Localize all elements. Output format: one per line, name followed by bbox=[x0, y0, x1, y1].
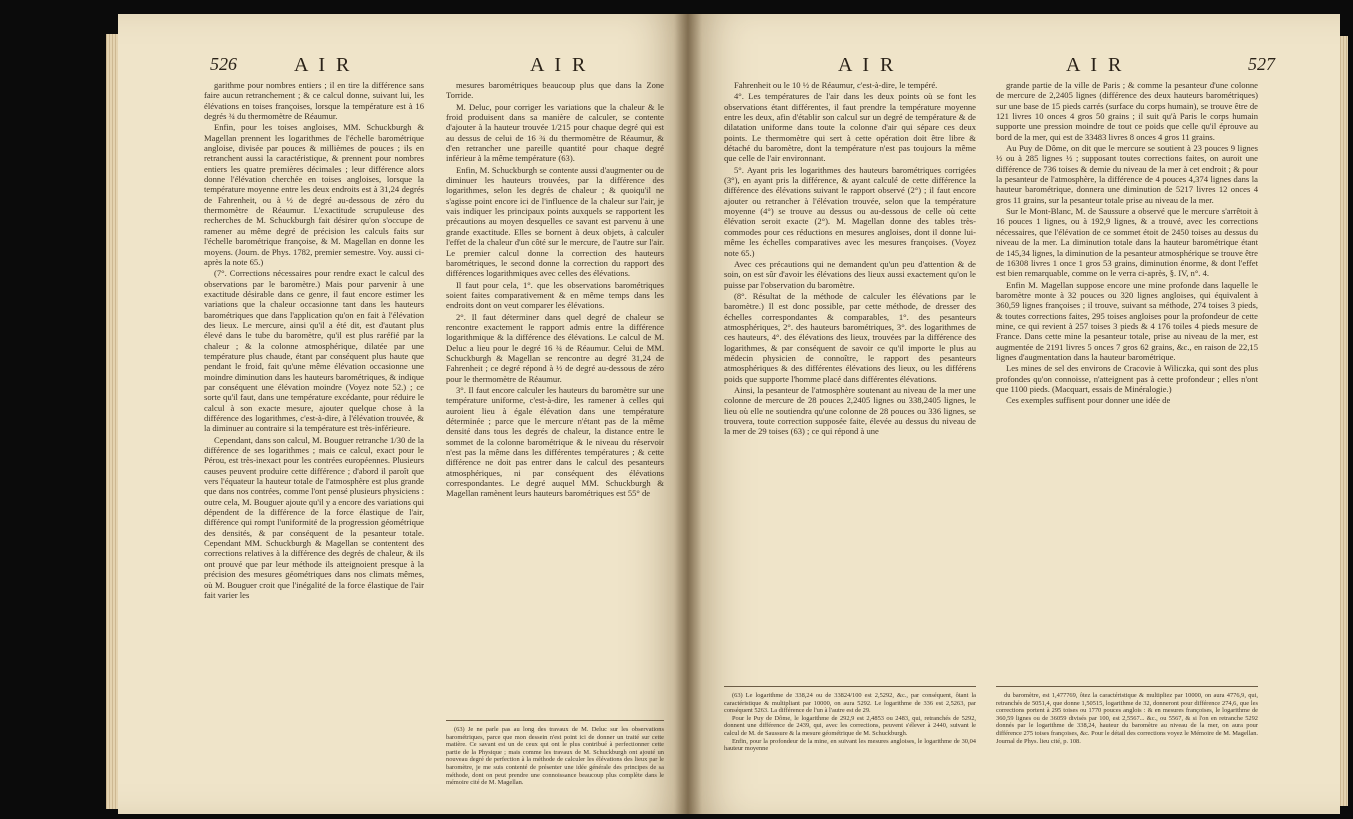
text-column-1 bbox=[724, 80, 976, 438]
footnote bbox=[724, 692, 976, 753]
right-page-header bbox=[688, 54, 1340, 78]
paragraph: 5°. Ayant pris les logarithmes des hauteurs barométriques corrigées (3°), en ayant pris la différence, & ayant calculé de cette différence la différence des élévations suivant le rapport observé (2°) ; il faut encore ajouter ou retrancher à l'élévation trouvée, selon que la température moyenne (4°) se trouve au dessus ou au-dessous de celle où cette élévation seroit exacte (2°). M. Magellan donne des tables très-commodes pour ces réductions en mesures angloises, dont il donne lui-même les échelles comparatives avec les mesures françoises. (Voyez note 65.) bbox=[724, 164, 976, 258]
paragraph: Enfin, M. Schuckburgh se contente aussi d'augmenter ou de diminuer les hauteurs trouvées, par la différence des logarithmes, selon les degrés de chaleur ; & quoiqu'il ne s'agisse point encore ici de l'influence de la chaleur sur l'air, je vais indiquer les principaux points auxquels se rapportent les précautions au moyen desquelles ce savant est parvenu à une grande exactitude. Elles se bornent à deux objets, à calculer l'effet de la chaleur d'un côté sur le mercure, de l'autre sur l'air. Le premier calcul donne la correction des hauteurs barométriques, le second donne la correction du rapport des différences logarithmiques avec celles des élévations. bbox=[446, 164, 664, 279]
paragraph: 2°. Il faut déterminer dans quel degré de chaleur se rencontre exactement le rapport admis entre la différence logarithmique & la différence des élévations. Le calcul de M. Deluc a lieu pour le degré 16 ¾ de Réaumur. Celui de MM. Schuckburgh & Magellan se rencontre au degré 31,24 de Fahrenheit ; ce degré répond à ½ de degré au-dessous de zéro pour le thermomètre de Réaumur. bbox=[446, 311, 664, 384]
paragraph: Les mines de sel des environs de Cracovie à Wiliczka, qui sont des plus profondes qu'on connoisse, n'atteignent pas à cette profondeur ; elles n'ont que 1100 pieds. (Macquart, essais de Minéralogie.) bbox=[996, 363, 1258, 394]
footnote-rule bbox=[724, 686, 976, 687]
paragraph: (8°. Résultat de la méthode de calculer les élévations par le baromètre.) Il est donc possible, par cette méthode, de dresser des échelles correspondantes & comparables, 1°. des pesanteurs atmosphériques, 2°. des hauteurs barométriques, 3°. des logarithmes de ces hauteurs, 4°. des élévations des lieux, trouvées par la différence des logarithmes, & par conséquent de savoir ce qu'il importe le plus au médecin physicien de connoître, le rapport des pesanteurs atmosphériques & des différentes élévations des lieux, ou les différens poids que supporte l'homme placé dans différentes élévations. bbox=[724, 290, 976, 384]
paragraph: Enfin M. Magellan suppose encore une mine profonde dans laquelle le baromètre monte à 32 pouces ou 320 lignes angloises, qui équivalent à 360,59 lignes françoises ; il trouve, suivant sa méthode, 274 toises 3 pieds, & toutes corrections faites, 295 toises angloises pour la profondeur de cette mine, ce qui revient à 257 toises 3 pieds & 4 176 toiles 4 pieds mesure de France. Dans cette mine la pesanteur totale, prise au niveau de la mer, est augmentée de 2191 livres 5 onces 7 gros 62 grains, &c., en raison de 22,15 lignes d'augmentation dans la hauteur barométrique. bbox=[996, 279, 1258, 362]
paragraph: grande partie de la ville de Paris ; & comme la pesanteur d'une colonne de mercure de 2,2405 lignes (différence des deux hauteurs barométriques) sur une base de 15 pieds carrés (surface du corps humain), se trouve être de 121 livres 10 onces 4 gros 50 grains ; il suit qu'à Paris le corps humain supporte une pression moindre de tout ce poids que celle qu'il éprouve au bord de la mer, qui est de 33483 livres 8 onces 4 gros 11 grains. bbox=[996, 80, 1258, 142]
footnote-text: Enfin, pour la profondeur de la mine, en suivant les mesures angloises, le logarithme de 30,04 hauteur moyenne bbox=[724, 737, 976, 753]
paragraph: Ces exemples suffisent pour donner une idée de bbox=[1006, 395, 1171, 406]
book-gutter bbox=[674, 14, 702, 814]
page-number: 526 bbox=[210, 54, 237, 74]
footnote bbox=[996, 692, 1258, 745]
paragraph: Enfin, pour les toises angloises, MM. Schuckburgh & Magellan prennent les logarithmes de l'échelle barométrique angloise, divisée par pouces & millièmes de pouces ; ils en retranchent aussi la caractéristique, & prennent pour nombres entiers les quatre premières décimales ; leur différence alors donne l'élévation cherchée en toises angloises, lorsque la température moyenne entre les deux endroits est à 31,24 degrés de Fahrenheit, ou à ½ de degré au-dessous de zéro du thermomètre de Réaumur. L'exactitude scrupuleuse des recherches de M. Schuckburgh fait désirer qu'on s'occupe de ramener au même degré de précision les calculs faits sur l'échelle barométrique françoise, & M. Magellan en donne les moyens. (Journ. de Phys. 1782, premier semestre. Voy. aussi ci-après la note 65.) bbox=[204, 122, 424, 267]
paragraph: Avec ces précautions qui ne demandent qu'un peu d'attention & de soin, on est sûr d'avoir les élévations des lieux aussi exactement qu'on le puisse par l'observation du baromètre. bbox=[724, 258, 976, 290]
running-head: A I R bbox=[1066, 54, 1125, 76]
paragraph: M. Deluc, pour corriger les variations que la chaleur & le froid produisent dans sa manière de calculer, se contente d'ajouter à la hauteur trouvée 1/215 pour chaque degré qui est au dessus de celui de 16 ¾ du thermomètre de Réaumur, & d'en retrancher une pareille quantité pour chaque degré inférieur à la même température (63). bbox=[446, 101, 664, 164]
left-page bbox=[118, 14, 688, 814]
running-head: A I R bbox=[838, 54, 897, 76]
footnote-rule bbox=[446, 720, 664, 721]
footnote-text: (63) Le logarithme de 338,24 ou de 33824/100 est 2,5292, &c., par conséquent, ôtant la caractéristique & multipliant par 10000, on aura 5292. Le logarithme de 336 est 2,5263, par conséquent 5263. La différence de l'un à l'autre est de 29. bbox=[724, 692, 976, 715]
running-head: A I R bbox=[294, 54, 353, 76]
footnote-rule bbox=[996, 686, 1258, 687]
text-column-2 bbox=[996, 80, 1258, 407]
left-page-header bbox=[118, 54, 688, 78]
paragraph: (7°. Corrections nécessaires pour rendre exact le calcul des observations par le baromètre.) Mais pour parvenir à une exactitude désirable dans ce genre, il faut encore estimer les variations que la chaleur occasionne tant dans les hauteurs barométriques que dans l'application qu'on en fait à l'élévation des lieux. Le mercure, ainsi qu'il a été dit, est d'autant plus élevé dans le tube du baromètre, qu'il est plus raréfié par la chaleur ; & la colonne atmosphérique, dilatée par une température plus chaude, étant par conséquent plus haute que pendant le froid, fait qu'une même élévation occasionne une moindre diminution dans les hauteurs barométriques, & indique par conséquent une élévation moindre (Voyez note 52.) ; ce sorte qu'il faut, dans une température excédante, pour réduire le calcul à son exacte mesure, ajouter quelque chose à la différence des logarithmes, c'est-à-dire, à l'élévation trouvée, & la diminuer au contraire si la température est très-inférieure. bbox=[204, 268, 424, 434]
text-column-2 bbox=[446, 80, 664, 500]
paragraph: Il faut pour cela, 1°. que les observations barométriques soient faites comparativement & en même temps dans les endroits dont on veut comparer les élévations. bbox=[446, 279, 664, 311]
running-head: A I R bbox=[530, 54, 589, 76]
paragraph: Au Puy de Dôme, on dit que le mercure se soutient à 23 pouces 9 lignes ½ ou à 285 lignes ½ ; supposant toutes corrections faites, on auroit une différence de 736 toises & demie du niveau de la mer à cet endroit ; & pour la pesanteur de l'atmosphère, la différence de 4 pouces 4,374 lignes dans la hauteur barométrique, donnera une diminution de 5217 livres 12 onces 4 gros 11 grains, sur la pesanteur totale prise au niveau de la mer. bbox=[996, 143, 1258, 205]
paragraph: Sur le Mont-Blanc, M. de Saussure a observé que le mercure s'arrêtoit à 16 pouces 1 lignes, ou à 192,9 lignes, & a trouvé, avec les corrections nécessaires, que l'élévation de ce sommet étoit de 2450 toises au dessus du niveau de la mer. La diminution totale dans la hauteur barométrique étant de 145,34 lignes, la diminution de la pesanteur atmosphérique se trouve être de 16308 livres 1 once 1 gros 53 grains, diminution énorme, & dont l'effet est bien remarquable, comme on le verra ci-après, §. IV, n°. 4. bbox=[996, 206, 1258, 279]
paragraph: 4°. Les températures de l'air dans les deux points où se font les observations étant différentes, il faut prendre la température moyenne entre les deux, afin d'établir son calcul sur un degré de température & de dilatation uniforme dans toute la colonne d'air qui sépare ces deux points. Le thermomètre qui sert à cette opération doit être libre & détaché du baromètre, dont la température n'est pas toujours la même que celle de l'air environnant. bbox=[724, 91, 976, 164]
paragraph: garithme pour nombres entiers ; il en tire la différence sans faire aucun retranchement ; & ce calcul donne, suivant lui, les élévations en toises françoises, lorsque la température est à 16 degrés ¾ du thermomètre de Réaumur. bbox=[204, 80, 424, 122]
paragraph: Cependant, dans son calcul, M. Bouguer retranche 1/30 de la différence de ses logarithmes ; mais ce calcul, exact pour le Pérou, est très-inexact pour les contrées européennes. Plusieurs causes peuvent produire cette différence ; d'abord il paroît que vers l'équateur la hauteur totale de l'atmosphère est plus grande que dans nos contrées, comme l'ont pensé plusieurs physiciens : outre cela, M. Bouguer ajoute qu'il y a encore des variations qui dépendent de la différence de la force élastique de l'air, différence qui rompt l'uniformité de la progression géométrique des densités, & par conséquent de la pesanteur totale. Cependant MM. Schuckburgh & Magellan se contentent des corrections relatives à la différence des degrés de chaleur, & ils ont prouvé que par leur méthode ils atteignoient presque à la précision des mesures géométriques dans nos climats mêmes, où M. Bouguer croit que l'inégalité de la force élastique de l'air fait varier les bbox=[204, 434, 424, 600]
footnote-text: Pour le Puy de Dôme, le logarithme de 292,9 est 2,4853 ou 2483, qui, retranchés de 5292, donnent une différence de 2439, qui, avec les corrections, peuvent s'élever à 2440, suivant le calcul de M. de Saussure & la mesure géométrique de M. Schuckburgh. bbox=[724, 714, 976, 737]
paragraph: 3°. Il faut encore calculer les hauteurs du baromètre sur une température uniforme, c'est-à-dire, les ramener à celles qui auroient lieu à égale élévation dans une température déterminée ; parce que le mercure n'étant pas de la même densité dans tous les degrés de chaleur, la distance entre le sommet de la colonne barométrique & le niveau du réservoir n'est pas la même dans les différentes températures ; & cette différence ne doit pas entrer dans le calcul des pesanteurs atmosphériques, ni par conséquent des élévations correspondantes. Le degré auquel MM. Schuckburgh & Magellan ramènent leurs hauteurs barométriques est 55° de bbox=[446, 384, 664, 499]
open-book bbox=[118, 14, 1340, 814]
footnote-text: du baromètre, est 1,477769, ôtez la caractéristique & multipliez par 10000, on aura 4776,9, qui, retranchés de 5051,4, que donne 1,50515, logarithme de 32, donneront pour différence 274,6, que les corrections portent à 295 toises ou 1770 pouces anglois : & en mesures françoises, le logarithme de 360,59 lignes ou de 36059 divisés par 100, est 2,5567... &c., ou 5567, & si l'on en retranche 5292 donnés par le logarithme de 338,24, hauteur du baromètre au niveau de la mer, on aura pour différence 275 toises françoises, &c. Pour le détail des corrections voyez le Mémoire de M. Magellan. Journal de Phys. lieu cité, p. 108. bbox=[996, 692, 1258, 745]
text-column-1 bbox=[204, 80, 424, 601]
paragraph: mesures barométriques beaucoup plus que dans la Zone Torride. bbox=[446, 80, 664, 101]
right-page bbox=[688, 14, 1340, 814]
footnote-text: (63) Je ne parle pas au long des travaux de M. Deluc sur les observations barométriques, parce que mon dessein n'est point ici de donner un traité sur cette matière. Ce savant est un de ceux qui ont le plus contribué à perfectionner cette partie de la Physique ; mais comme les travaux de M. Schuckburgh ont ajouté un nouveau degré de perfection à la méthode de calculer les élévations des lieux par le baromètre, je me suis contenté de présenter une idée générale des principes de sa méthode, dont on peut prendre une connoissance beaucoup plus complète dans le mémoire cité de M. Magellan. bbox=[446, 726, 664, 787]
paragraph: Fahrenheit ou le 10 ½ de Réaumur, c'est-à-dire, le tempéré. bbox=[734, 80, 938, 90]
footnote bbox=[446, 726, 664, 787]
paragraph: Ainsi, la pesanteur de l'atmosphère soutenant au niveau de la mer une colonne de mercure de 28 pouces 2,2405 lignes ou 338,2405 lignes, le lieu où elle ne soutiendra qu'une colonne de 28 pouces ou 336 lignes, se trouvera, toute correction supposée faite, élevée au dessus du niveau de la mer de 29 toises (63) ; ce qui répond à une bbox=[724, 384, 976, 437]
page-number: 527 bbox=[1248, 54, 1275, 74]
